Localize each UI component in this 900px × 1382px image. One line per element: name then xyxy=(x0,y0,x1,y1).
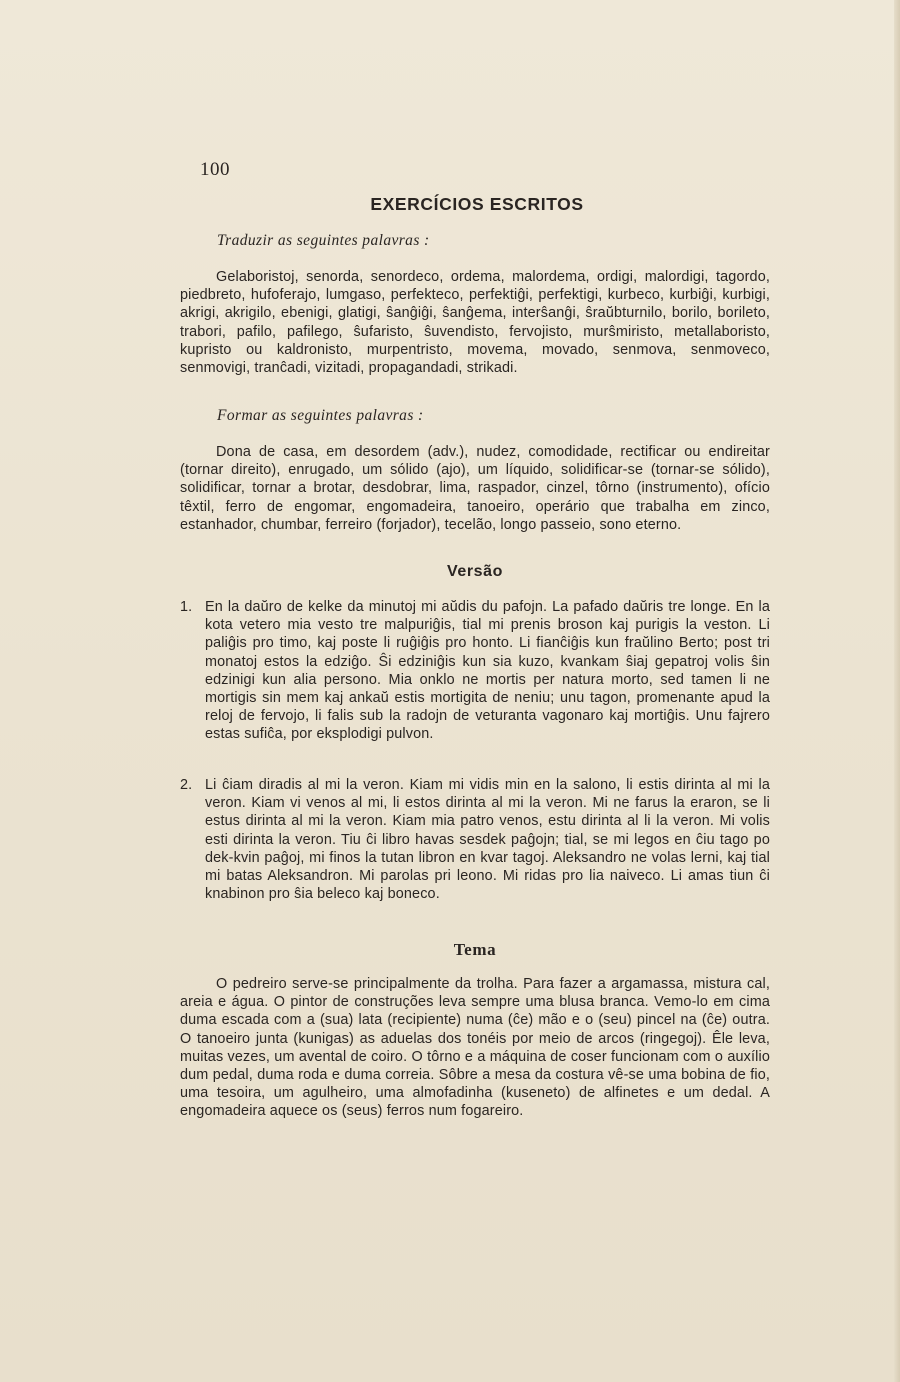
instruction-translate: Traduzir as seguintes palavras : xyxy=(217,232,430,249)
word-list-paragraph: Gelaboristoj, senorda, senordeco, ordema, malordema, ordigi, malordigi, tagordo, piedbreto, hufoferajo, lumgaso, perfekteco, perfektiĝi, perfektigi, kurbeco, kurbiĝi, kurbigi, akrigi, akrigilo, ebenigi, glatigi, ŝanĝiĝi, ŝanĝema, interŝanĝi, ŝraŭbturnilo, borilo, borileto, trabori, pafilo, pafilego, ŝufaristo, ŝuvendisto, fervojisto, murŝmiristo, metallaboristo, kupristo ou kaldronisto, murpentristo, movema, movado, senmova, senmoveco, senmovigi, tranĉadi, vizitadi, propagandadi, strikadi. xyxy=(180,269,770,377)
item-number: 2. xyxy=(180,777,193,793)
item-text: Li ĉiam diradis al mi la veron. Kiam mi vidis min en la salono, li estis dirinta al mi la veron. Kiam vi venos al mi, li estos dirinta al mi la veron. Mi ne farus la eraron, se li estus dirinta al mi la veron. Kiam mia patro venos, estu dirinta al li la veron. Mi volis esti dirinta la veron. Tiu ĉi libro havas sesdek paĝojn; tial, se mi legos en ĉiu tago po dek-kvin paĝoj, mi finos la tutan libron en kvar tagoj. Aleksandro ne volas lerni, kaj tial mi batas Aleksandron. Mi parolas pri leono. Mi ridas pro lia naiveco. Li amas tiun ĉi knabinon pro ŝia beleco kaj boneco. xyxy=(205,777,770,903)
tema-paragraph: O pedreiro serve-se principalmente da trolha. Para fazer a argamassa, mistura cal, areia e água. O pintor de construções leva sempre uma blusa branca. Vemo-lo em cima duma escada com a (sua) lata (recipiente) numa (ĉe) mão e o (seu) pincel na (ĉe) outra. O tanoeiro junta (kunigas) as aduelas dos tonéis por meio de arcos (ringegoj). Êle leva, muitas vezes, um avental de coiro. O tôrno e a máquina de coser funcionam com o auxílio dum pedal, duma roda e duma correia. Sôbre a mesa da costura vê-se uma bobina de fio, uma tesoira, um agulheiro, uma almofadinha (kuseneto) de alfinetes e um dedal. A engomadeira aquece os (seus) ferros num fogareiro. xyxy=(180,976,770,1120)
page-edge xyxy=(894,0,900,1382)
form-words-paragraph: Dona de casa, em desordem (adv.), nudez, comodidade, rectificar ou endireitar (tornar direito), enrugado, um sólido (ajo), um líquido, solidificar-se (tornar-se sólido), solidificar, tornar a brotar, desdobrar, lima, raspador, cinzel, tôrno (instrumento), ofício têxtil, ferro de engomar, engomadeira, tanoeiro, operário que trabalha em zinco, estanhador, chumbar, ferreiro (forjador), tecelão, longo passeio, sono eterno. xyxy=(180,444,770,533)
versao-item-2 xyxy=(180,776,770,903)
tema-heading: Tema xyxy=(453,940,497,959)
versao-heading: Versão xyxy=(446,563,504,580)
versao-item-1 xyxy=(180,598,770,744)
page-title: EXERCÍCIOS ESCRITOS xyxy=(370,194,584,214)
instruction-form-words: Formar as seguintes palavras : xyxy=(217,407,424,424)
item-text: En la daŭro de kelke da minutoj mi aŭdis du pafojn. La pafado daŭris tre longe. En la kota vetero mia vesto tre malpuriĝis, tial mi prenis broson kaj purigis la veston. Li paliĝis pro timo, kaj poste li ruĝiĝis pro honto. Li fianĉiĝis kun fraŭlino Berto; post tri monatoj estos la edziĝo. Ŝi edziniĝis kun sia kuzo, kvankam ŝiaj gepatroj volis ŝin edzinigi kun alia persono. Mia onklo ne mortis per natura morto, sed tamen li ne mortigis sin mem kaj ankaŭ estis mortigita de neniu; unu tagon, promenante apud la reloj de fervojo, li falis sub la radojn de veturanta vagonaro kaj mortiĝis. Unu fajrero estas sufiĉa, por eksplodigi pulvon. xyxy=(205,599,770,743)
page-number: 100 xyxy=(200,159,230,180)
item-number: 1. xyxy=(180,599,193,615)
